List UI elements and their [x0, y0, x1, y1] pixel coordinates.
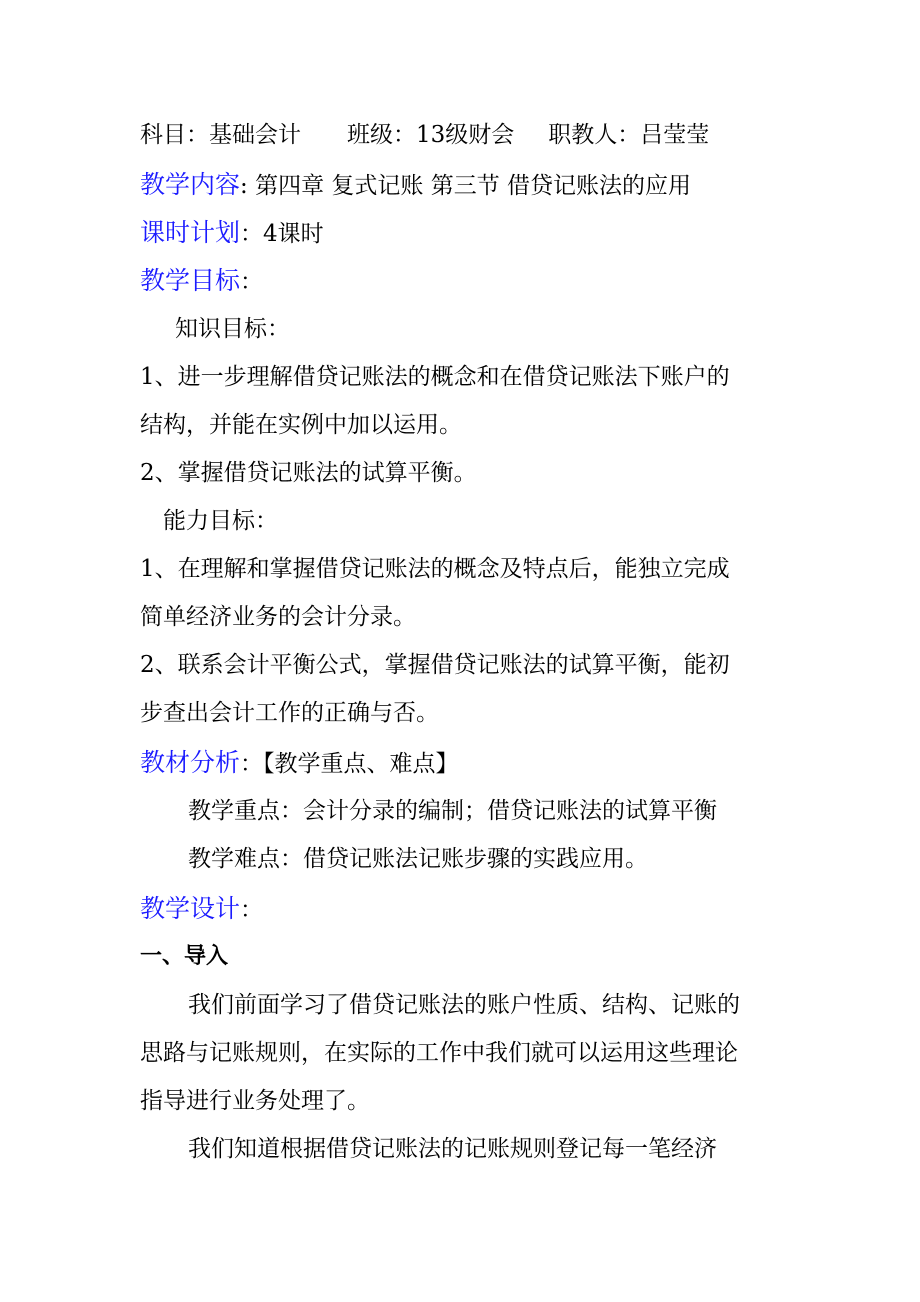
- material-analysis-line: [140, 748, 459, 779]
- ability-item-1-line-2: 简单经济业务的会计分录。: [140, 604, 416, 630]
- section-intro-heading: 一、导入: [140, 944, 229, 969]
- objectives-colon: ：: [240, 269, 264, 295]
- header-info-line: [140, 120, 709, 150]
- teaching-design-heading: 教学设计: [140, 894, 241, 923]
- ability-item-2-line-1: 2、联系会计平衡公式，掌握借贷记账法的试算平衡，能初: [140, 652, 730, 678]
- intro-paragraph-1-line-2: 思路与记账规则，在实际的工作中我们就可以运用这些理论: [140, 1040, 738, 1066]
- knowledge-objective-label: 知识目标：: [175, 316, 290, 342]
- schedule-line: [140, 218, 324, 249]
- subject-value: 基础会计: [209, 122, 301, 148]
- knowledge-item-2: 2、掌握借贷记账法的试算平衡。: [140, 460, 477, 486]
- ability-item-2-line-2: 步查出会计工作的正确与否。: [140, 700, 439, 726]
- knowledge-item-1-line-1: 1、进一步理解借贷记账法的概念和在借贷记账法下账户的: [140, 364, 730, 390]
- class-label: 班级：: [347, 122, 416, 148]
- key-point: 教学重点：会计分录的编制；借贷记账法的试算平衡: [188, 798, 717, 824]
- schedule-heading: 课时计划: [140, 218, 241, 247]
- teaching-content-heading: 教学内容: [140, 170, 241, 199]
- material-analysis-heading: 教材分析: [140, 748, 241, 777]
- intro-paragraph-1-line-3: 指导进行业务处理了。: [140, 1088, 370, 1114]
- ability-objective-label: 能力目标：: [163, 508, 278, 534]
- objectives-heading-line: [140, 266, 263, 297]
- teacher-label: 职教人：: [548, 122, 641, 148]
- schedule-text: ：4课时: [240, 221, 324, 247]
- subject-label: 科目：: [140, 122, 209, 148]
- teaching-content-text: : 第四章 复式记账 第三节 借贷记账法的应用: [240, 173, 692, 199]
- teaching-content-line: [140, 170, 691, 201]
- knowledge-item-1-line-2: 结构，并能在实例中加以运用。: [140, 412, 462, 438]
- intro-paragraph-2-line-1: 我们知道根据借贷记账法的记账规则登记每一笔经济: [188, 1136, 717, 1162]
- teacher-value: 吕莹莹: [640, 122, 710, 148]
- material-analysis-text: ：【教学重点、难点】: [240, 751, 459, 777]
- teaching-design-line: [140, 894, 263, 925]
- class-value: 13级财会: [416, 122, 515, 148]
- teaching-design-colon: ：: [240, 897, 264, 923]
- ability-item-1-line-1: 1、在理解和掌握借贷记账法的概念及特点后，能独立完成: [140, 556, 730, 582]
- intro-paragraph-1-line-1: 我们前面学习了借贷记账法的账户性质、结构、记账的: [188, 992, 740, 1018]
- difficult-point: 教学难点：借贷记账法记账步骤的实践应用。: [188, 846, 648, 872]
- objectives-heading: 教学目标: [140, 266, 241, 295]
